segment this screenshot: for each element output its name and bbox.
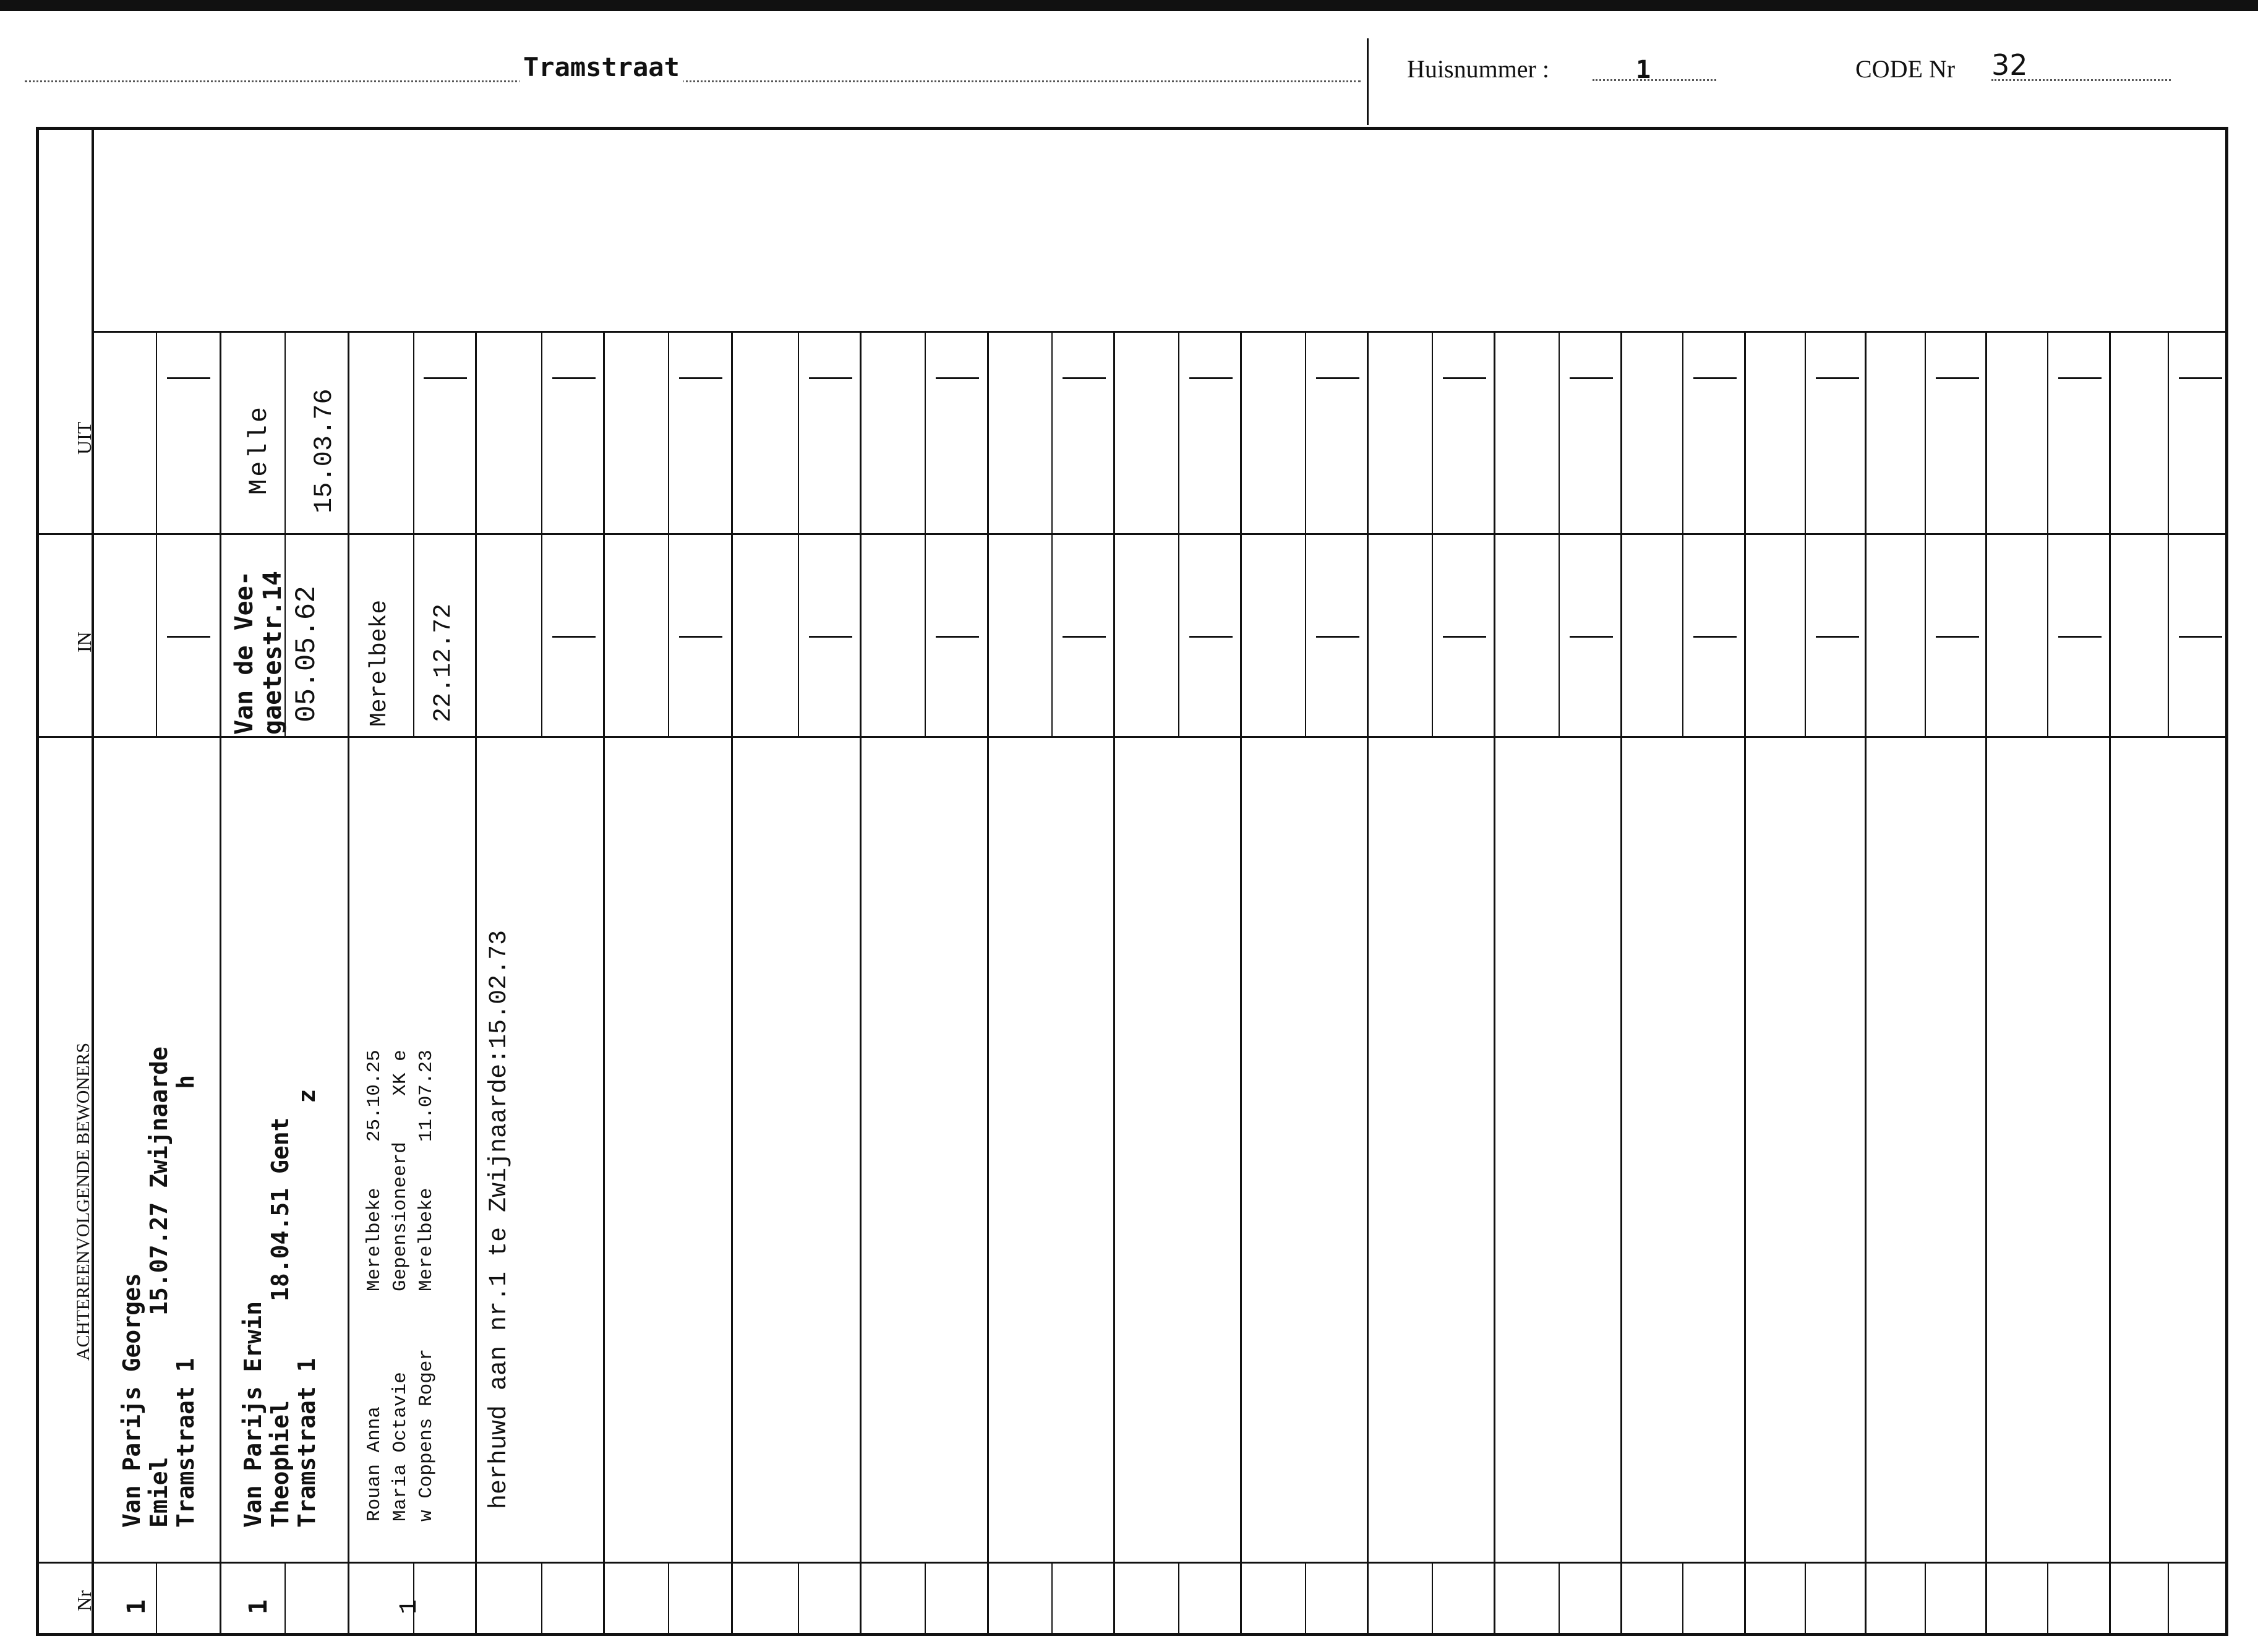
column-line-major <box>1240 331 1242 1636</box>
in-label: IN <box>73 631 95 653</box>
column-line-minor-nr <box>1305 1562 1306 1636</box>
entry-1-bewoner: Van Parijs Georges Emiel 15.07.27 Zwijnaarde Tramstraat 1 h <box>118 1046 200 1528</box>
label-column-divider <box>92 127 94 1636</box>
entry-1-nr: 1 <box>122 1599 151 1614</box>
empty-cell-dash <box>1443 377 1486 379</box>
column-line-major <box>348 331 349 1636</box>
column-line-minor <box>156 331 157 736</box>
empty-cell-dash <box>2058 636 2102 638</box>
code-label: CODE Nr <box>1855 55 1956 83</box>
column-line-minor <box>668 331 669 736</box>
empty-cell-dash <box>1693 636 1737 638</box>
row-divider-uit-in <box>36 533 2228 535</box>
entry-2-bewoner: Van Parijs Erwin Theophiel 18.04.51 Gent Tramstraat 1 z <box>239 1089 321 1528</box>
column-line-minor <box>1305 331 1306 736</box>
column-line-minor <box>1925 331 1926 736</box>
empty-cell-dash <box>1316 636 1359 638</box>
empty-cell-dash <box>1443 636 1486 638</box>
column-line-minor-nr <box>1682 1562 1683 1636</box>
empty-cell-dash <box>552 377 596 379</box>
entry-1-in-dash <box>167 636 210 638</box>
empty-cell-dash <box>679 636 722 638</box>
entry-3-nr: 1 <box>396 1599 424 1614</box>
empty-cell-dash <box>2058 377 2102 379</box>
empty-cell-dash <box>936 377 979 379</box>
row-divider-in-bewoners <box>36 736 2228 738</box>
column-line-major <box>1865 331 1867 1636</box>
empty-cell-dash <box>1063 377 1106 379</box>
column-line-major <box>731 331 733 1636</box>
column-line-minor-nr <box>1805 1562 1806 1636</box>
empty-cell-dash <box>1816 377 1859 379</box>
empty-cell-dash <box>1570 636 1613 638</box>
column-line-minor-nr <box>925 1562 926 1636</box>
entry-3-in-date: 22.12.72 <box>430 603 458 722</box>
huisnummer-value: 1 <box>1636 56 1651 84</box>
street-field <box>25 53 1361 82</box>
empty-cell-dash <box>1189 377 1233 379</box>
column-line-minor-nr <box>284 1562 286 1636</box>
column-line-minor <box>541 331 542 736</box>
column-line-minor-nr <box>2168 1562 2169 1636</box>
column-line-minor-nr <box>798 1562 799 1636</box>
huisnummer-label: Huisnummer : <box>1407 55 1549 83</box>
column-line-major <box>987 331 989 1636</box>
empty-cell-dash <box>1693 377 1737 379</box>
column-line-minor <box>1178 331 1179 736</box>
huisnummer-field <box>1593 79 1716 81</box>
column-line-major <box>1620 331 1622 1636</box>
column-line-major <box>1367 331 1369 1636</box>
column-line-major <box>2109 331 2111 1636</box>
street-name: Tramstraat <box>520 52 683 82</box>
column-line-major <box>603 331 605 1636</box>
empty-cell-dash <box>809 636 852 638</box>
empty-cell-dash <box>1936 636 1979 638</box>
entry-2-in-place: Van de Vee- gaetestr.14 <box>230 571 287 735</box>
column-line-major <box>1985 331 1987 1636</box>
column-line-minor <box>2047 331 2048 736</box>
entry-2-in-date: 05.05.62 <box>291 586 323 722</box>
entry-2-uit-date: 15.03.76 <box>309 388 339 513</box>
column-line-major <box>1113 331 1115 1636</box>
row-divider-bewoners-nr <box>36 1562 2228 1564</box>
header-divider <box>1367 38 1369 125</box>
column-line-minor-nr <box>156 1562 157 1636</box>
column-line-major <box>220 331 221 1636</box>
empty-cell-dash <box>2179 377 2222 379</box>
column-line-major <box>860 331 862 1636</box>
empty-cell-dash <box>1816 636 1859 638</box>
entry-3-in-place: Merelbeke <box>366 599 393 727</box>
top-border <box>0 0 2258 11</box>
column-line-major <box>1744 331 1746 1636</box>
empty-cell-dash <box>1316 377 1359 379</box>
bewoners-label: ACHTEREENVOLGENDE BEWONERS <box>73 1042 93 1361</box>
empty-cell-dash <box>936 636 979 638</box>
empty-cell-dash <box>809 377 852 379</box>
empty-cell-dash <box>552 636 596 638</box>
column-line-minor-nr <box>1925 1562 1926 1636</box>
entry-3-uit-dash <box>424 377 467 379</box>
column-line-minor <box>925 331 926 736</box>
entry-1-uit-dash <box>167 377 210 379</box>
uit-label: UIT <box>73 421 95 455</box>
column-line-minor <box>1559 331 1560 736</box>
entry-2-nr: 1 <box>244 1599 273 1614</box>
column-line-minor-nr <box>668 1562 669 1636</box>
column-line-minor-nr <box>1559 1562 1560 1636</box>
column-line-minor <box>1805 331 1806 736</box>
empty-cell-dash <box>1189 636 1233 638</box>
entry-3-bewoner: Rouan Anna Merelbeke 25.10.25 Maria Octavie Gepensioneerd XK e w Coppens Roger Merelbeke 11.07.23 <box>364 1050 437 1521</box>
column-line-major <box>475 331 477 1636</box>
empty-cell-dash <box>2179 636 2222 638</box>
empty-cell-dash <box>1570 377 1613 379</box>
code-value: 32 <box>1991 48 2028 82</box>
column-line-minor-nr <box>1178 1562 1179 1636</box>
column-line-minor <box>1432 331 1433 736</box>
column-line-minor <box>798 331 799 736</box>
empty-cell-dash <box>679 377 722 379</box>
column-line-major <box>1494 331 1495 1636</box>
entry-2-uit-place: Melle <box>244 404 274 495</box>
column-line-minor-nr <box>1051 1562 1053 1636</box>
column-line-minor-nr <box>2047 1562 2048 1636</box>
column-line-minor <box>413 331 414 736</box>
nr-label: Nr <box>73 1590 95 1611</box>
column-line-minor <box>2168 331 2169 736</box>
column-line-minor-nr <box>541 1562 542 1636</box>
column-line-minor-nr <box>1432 1562 1433 1636</box>
column-line-minor <box>1682 331 1683 736</box>
empty-cell-dash <box>1936 377 1979 379</box>
column-line-minor <box>1051 331 1053 736</box>
entry-4-note: herhuwd aan nr.1 te Zwijnaarde:15.02.73 <box>485 930 513 1509</box>
empty-cell-dash <box>1063 636 1106 638</box>
row-divider-top <box>92 331 2228 333</box>
bottom-rule <box>36 1633 2228 1635</box>
